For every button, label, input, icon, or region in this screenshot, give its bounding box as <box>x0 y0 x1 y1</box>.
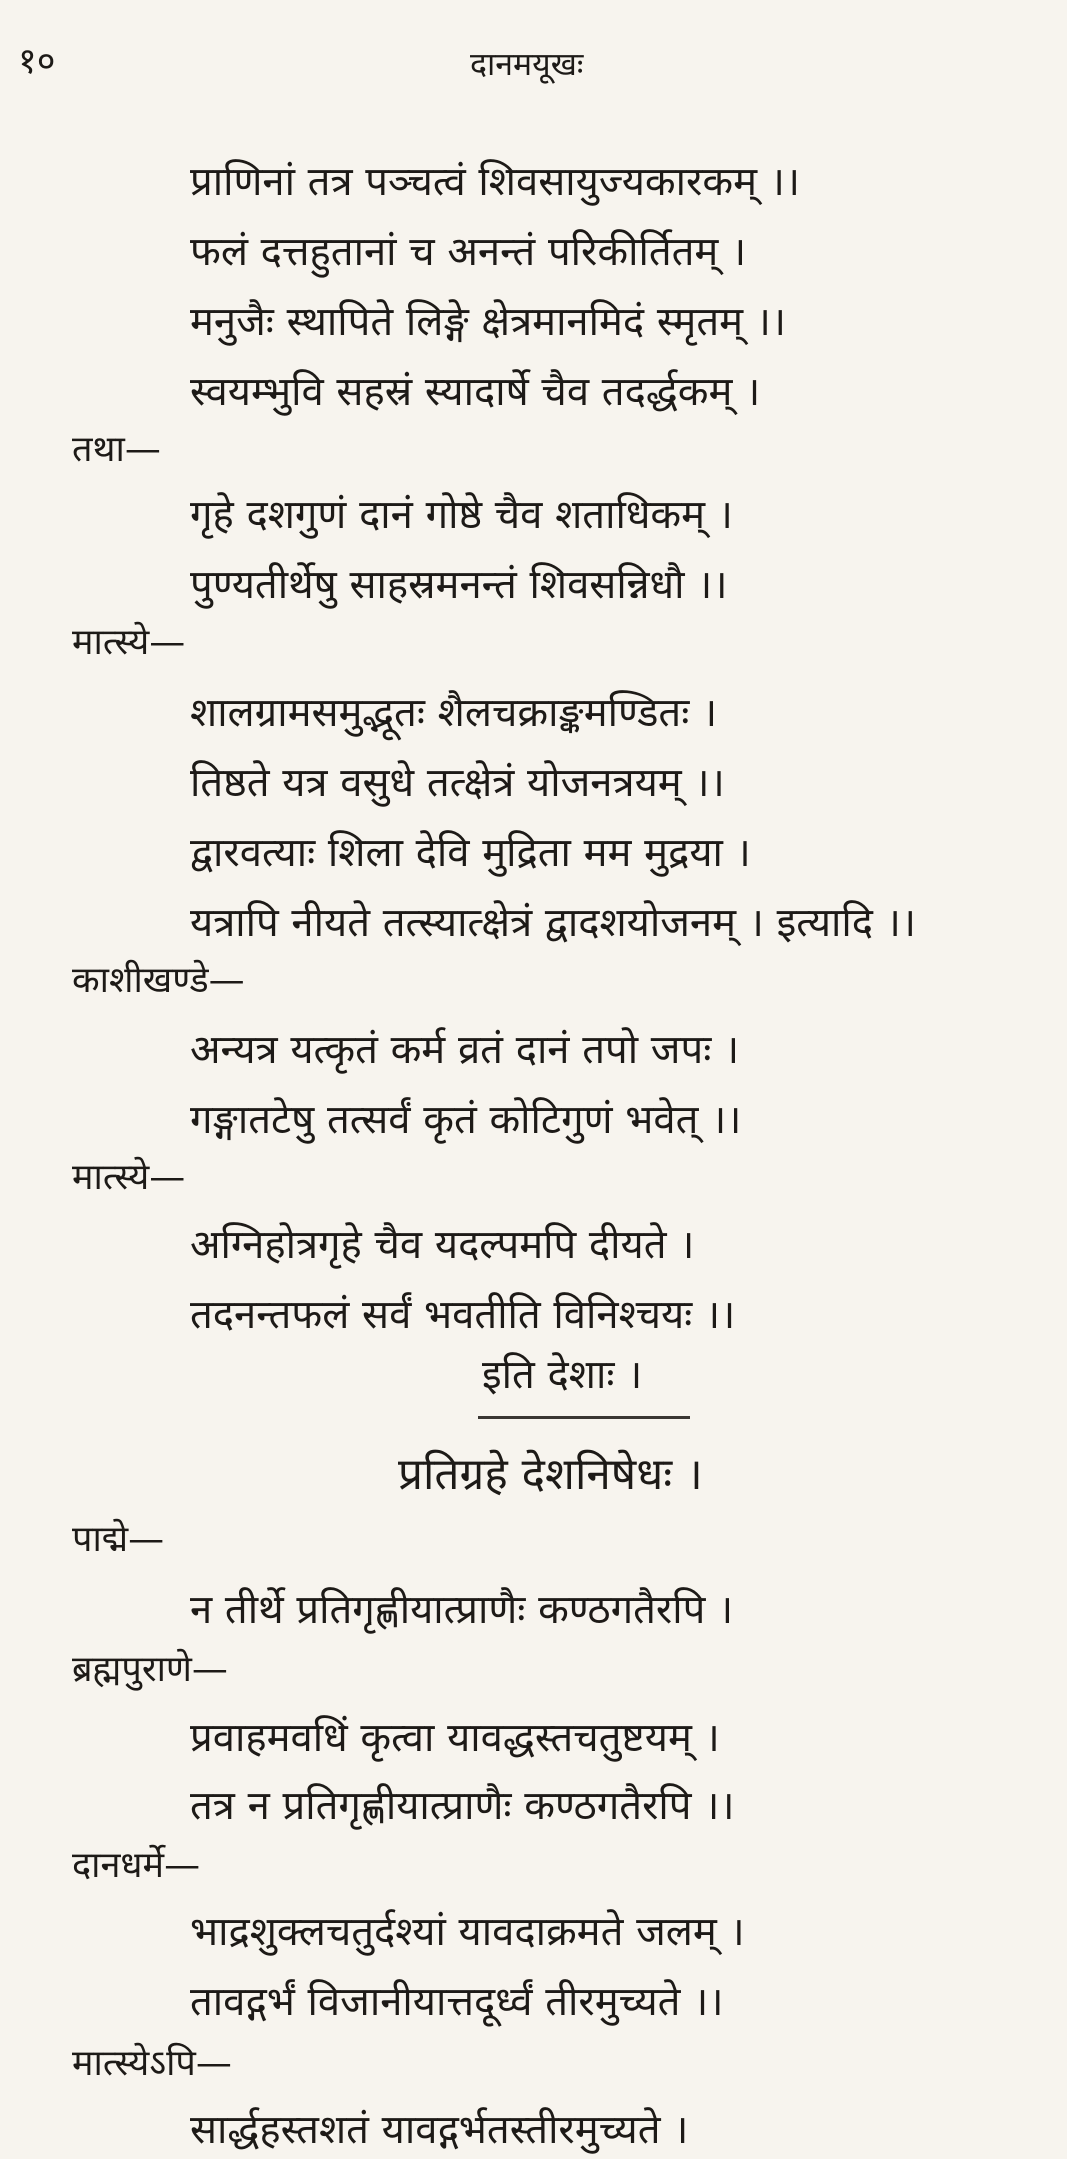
verse-line: प्रवाहमवधिं कृत्वा यावद्धस्तचतुष्टयम् । <box>190 1715 720 1761</box>
source-label: पाद्मे— <box>72 1519 165 1560</box>
verse-line: प्राणिनां तत्र पञ्चत्वं शिवसायुज्यकारकम् ।। <box>190 159 801 205</box>
verse-line: तत्र न प्रतिगृह्णीयात्प्राणैः कण्ठगतैरपि ।। <box>190 1783 735 1829</box>
verse-line: गङ्गातटेषु तत्सर्वं कृतं कोटिगुणं भवेत् ।। <box>190 1097 742 1143</box>
running-head: दानमयूखः <box>470 45 584 83</box>
verse-line: फलं दत्तहुतानां च अनन्तं परिकीर्तितम् । <box>190 229 747 275</box>
verse-line: गृहे दशगुणं दानं गोष्ठे चैव शताधिकम् । <box>190 492 733 538</box>
source-label: मात्स्ये— <box>72 622 186 663</box>
verse-line: द्वारवत्याः शिला देवि मुद्रिता मम मुद्रया । <box>190 830 751 876</box>
verse-line: अन्यत्र यत्कृतं कर्म व्रतं दानं तपो जपः । <box>190 1027 740 1073</box>
verse-line: तदनन्तफलं सर्वं भवतीति विनिश्चयः ।। <box>190 1292 736 1338</box>
section-end: इति देशाः । <box>482 1352 643 1398</box>
verse-line: अग्निहोत्रगृहे चैव यदल्पमपि दीयते । <box>190 1222 695 1268</box>
verse-line: पुण्यतीर्थेषु साहस्रमनन्तं शिवसन्निधौ ।। <box>190 562 728 608</box>
verse-line: सार्द्धहस्तशतं यावद्गर्भतस्तीरमुच्यते । <box>190 2107 689 2153</box>
source-label: काशीखण्डे— <box>72 960 245 1001</box>
verse-line: स्वयम्भुवि सहस्रं स्यादार्षे चैव तदर्द्धकम् । <box>190 369 761 415</box>
verse-line: यत्रापि नीयते तत्स्यात्क्षेत्रं द्वादशयोजनम् । इत्यादि ।। <box>190 900 917 946</box>
verse-line: मनुजैः स्थापिते लिङ्गे क्षेत्रमानमिदं स्मृतम् ।। <box>190 299 787 345</box>
verse-line: भाद्रशुक्लचतुर्दश्यां यावदाक्रमते जलम् । <box>190 1909 745 1955</box>
source-label: तथा— <box>72 429 161 470</box>
source-label: मात्स्येऽपि— <box>72 2043 232 2084</box>
verse-line: शालग्रामसमुद्भूतः शैलचक्राङ्कमण्डितः । <box>190 690 718 736</box>
verse-line: न तीर्थे प्रतिगृह्णीयात्प्राणैः कण्ठगतैरपि । <box>190 1587 734 1633</box>
section-divider <box>478 1416 690 1419</box>
section-heading: प्रतिग्रहे देशनिषेधः । <box>398 1449 703 1500</box>
source-label: दानधर्मे— <box>72 1845 201 1886</box>
source-label: मात्स्ये— <box>72 1157 186 1198</box>
verse-line: तावद्गर्भं विजानीयात्तदूर्ध्वं तीरमुच्यते ।। <box>190 1979 724 2025</box>
source-label: ब्रह्मपुराणे— <box>72 1649 228 1690</box>
page-number: १० <box>18 41 56 82</box>
verse-line: तिष्ठते यत्र वसुधे तत्क्षेत्रं योजनत्रयम् ।। <box>190 760 725 806</box>
